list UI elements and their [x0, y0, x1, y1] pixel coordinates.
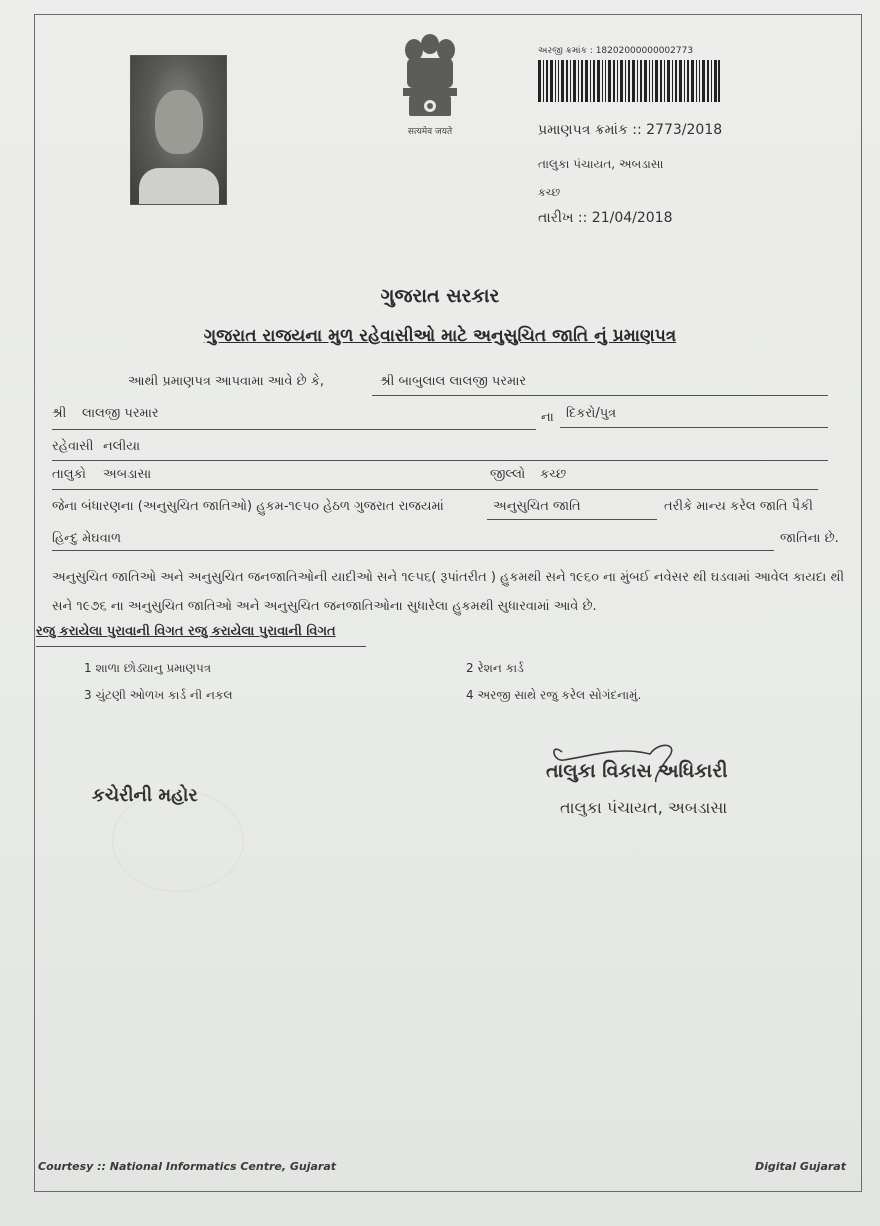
taluka-label: તાલુકો [52, 467, 87, 482]
residence: નલીયા [103, 439, 141, 454]
issuing-office: તાલુકા પંચાયત, અબડાસા [538, 157, 664, 171]
footer-brand: Digital Gujarat [755, 1160, 846, 1173]
order-text: જેના બંધારણના (અનુસુચિત જાતિઓ) હુકમ-૧૯૫૦ હેઠળ ગુજરાત રાજયમાં [52, 499, 444, 514]
residence-label: રહેવાસી [52, 439, 94, 454]
certificate-number: પ્રમાણપત્ર ક્રમાંક :: 2773/2018 [538, 122, 723, 138]
recognised-text: તરીકે માન્ય કરેલ જાતિ પૈકી [664, 499, 813, 514]
caste-line [52, 550, 774, 551]
shri-label: શ્રી [52, 406, 67, 421]
relation: દિકરો/પુત્ર [566, 406, 617, 421]
signatory-office: તાલુકા પંચાયત, અબડાસા [560, 798, 728, 817]
father-name: લાલજી પરમાર [82, 406, 159, 421]
na-label: ના [541, 410, 554, 425]
evidence-heading: રજુ કરાયેલા પુરાવાની વિગત રજુ કરાયેલા પુરાવાની વિગત [36, 624, 336, 639]
relation-line [560, 427, 828, 428]
evidence-item: 4 અરજી સાથે રજુ કરેલ સોગંદનામું. [466, 688, 642, 702]
certificate-subtitle: ગુજરાત રાજયના મુળ રહેવાસીઓ માટે અનુસુચિત જાતિ નું પ્રમાણપત્ર [203, 326, 677, 346]
category-line [487, 519, 657, 520]
intro-label: આથી પ્રમાણપત્ર આપવામા આવે છે કે, [128, 374, 325, 389]
taluka: અબડાસા [103, 467, 152, 482]
evidence-item: 2 રેશન કાર્ડ [466, 661, 524, 675]
issue-date: તારીખ :: 21/04/2018 [538, 210, 673, 226]
applicant-photo [130, 55, 227, 205]
emblem-motto: सत्यमेव जयते [407, 127, 453, 137]
taluka-line [52, 489, 818, 490]
district: કચ્છ [540, 467, 567, 482]
national-emblem-icon [395, 30, 465, 125]
caste-suffix: જાતિના છે. [780, 531, 839, 546]
category: અનુસુચિત જાતિ [493, 499, 581, 514]
evidence-heading-underline [36, 646, 366, 647]
barcode [538, 60, 720, 102]
application-number: અરજી ક્રમાંક : 18202000000002773 [538, 46, 694, 56]
holder-name: શ્રી બાબુલાલ લાલજી પરમાર [380, 374, 527, 389]
signatory-title: તાલુકા વિકાસ અધિકારી [546, 760, 728, 782]
footer-courtesy: Courtesy :: National Informatics Centre, Gujarat [38, 1160, 337, 1173]
residence-line [52, 460, 828, 461]
caste: હિન્દુ મેઘવાળ [52, 531, 122, 546]
legal-paragraph: અનુસુચિત જાતિઓ અને અનુસુચિત જનજાતિઓની યાદીઓ સને ૧૯૫૬( રૂપાંતરીત ) હુકમથી સને ૧૯૬૦ ના મુંબઈ નવેસર થી ઘડવામાં આવેલ કાયદા થી સને ૧૯૭૬ ના અનુસુચિત જાતિઓ અને અનુસુચિત જનજાતિઓના સુધારેલા હુકમથી સુધારવામાં આવે છે. [52, 570, 845, 614]
holder-name-line [372, 395, 828, 396]
evidence-item: 3 ચુંટણી ઓળખ કાર્ડ ની નકલ [84, 688, 233, 702]
office-seal-label: કચેરીની મહોર [92, 785, 198, 806]
evidence-item: 1 શાળા છોડ્યાનુ પ્રમાણપત્ર [84, 661, 212, 675]
father-name-line [52, 429, 536, 430]
issuing-district: કચ્છ [538, 186, 561, 199]
page-title: ગુજરાત સરકાર [380, 285, 500, 307]
district-label: જીલ્લો [490, 467, 526, 482]
